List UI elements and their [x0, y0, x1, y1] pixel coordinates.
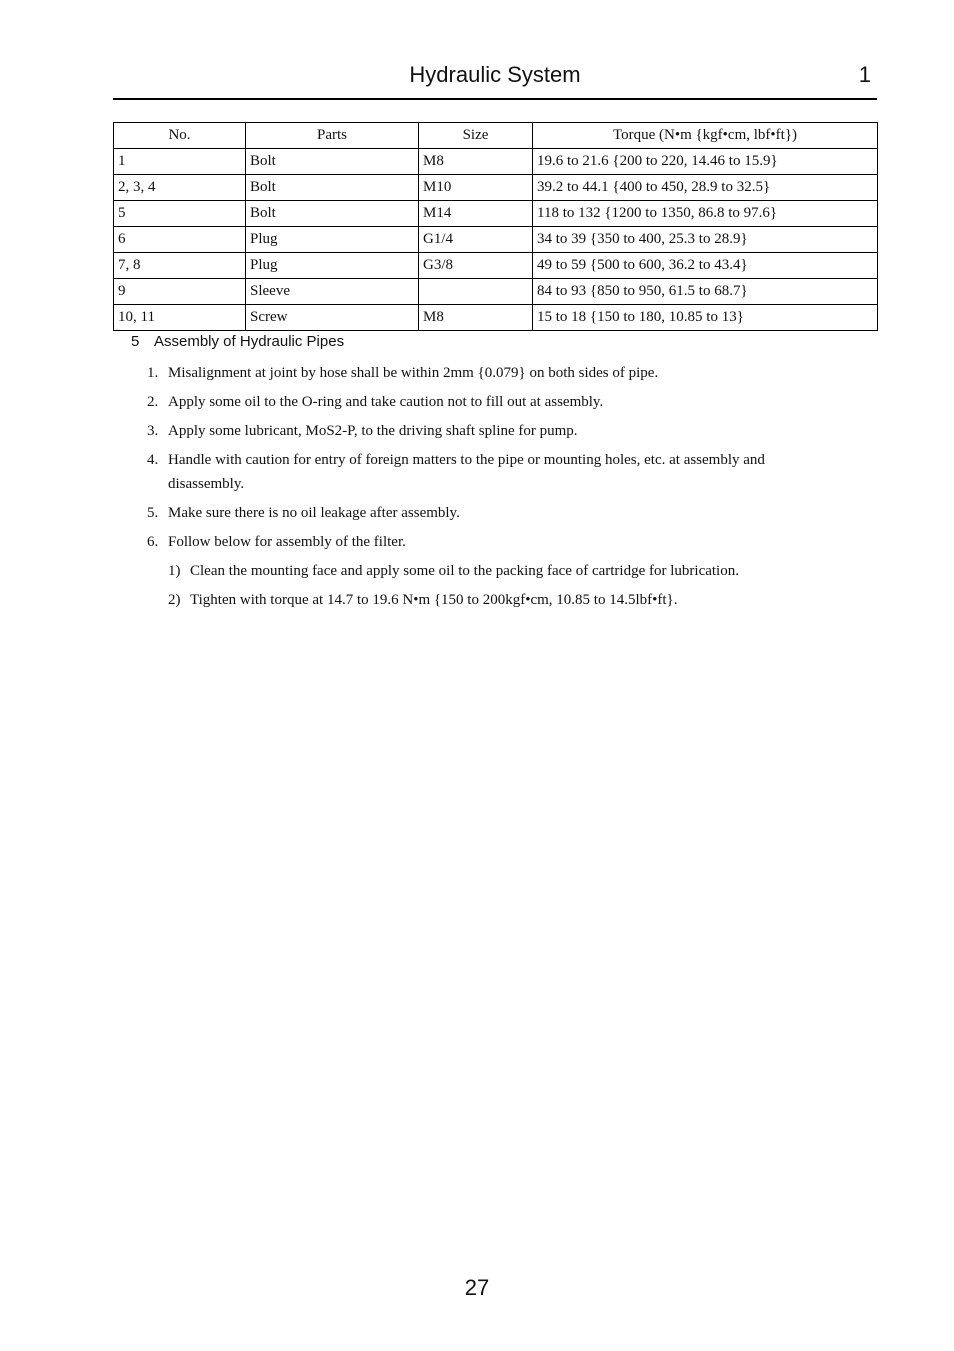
cell-size: G3/8: [419, 253, 533, 279]
column-header-no: No.: [114, 123, 246, 149]
substep-number: 2): [168, 592, 181, 608]
cell-torque: 15 to 18 {150 to 180, 10.85 to 13}: [533, 305, 878, 331]
cell-torque: 34 to 39 {350 to 400, 25.3 to 28.9}: [533, 227, 878, 253]
cell-size: G1/4: [419, 227, 533, 253]
header-title: Hydraulic System: [409, 62, 581, 87]
cell-torque: 39.2 to 44.1 {400 to 450, 28.9 to 32.5}: [533, 175, 878, 201]
cell-no: 9: [114, 279, 246, 305]
table-row: [114, 227, 878, 253]
step-text: Make sure there is no oil leakage after assembly.: [168, 505, 460, 521]
table-row: [114, 149, 878, 175]
step-number: 1.: [147, 365, 159, 381]
cell-size: M8: [419, 305, 533, 331]
table-row: [114, 253, 878, 279]
table-header-row: [114, 123, 878, 149]
table-row: [114, 175, 878, 201]
cell-parts: Bolt: [246, 149, 419, 175]
cell-parts: Plug: [246, 253, 419, 279]
step-number: 4.: [147, 452, 159, 468]
cell-size: M14: [419, 201, 533, 227]
cell-no: 2, 3, 4: [114, 175, 246, 201]
assembly-steps-list: [143, 361, 823, 617]
list-item: [143, 390, 823, 414]
column-header-torque: Torque (N•m {kgf•cm, lbf•ft}): [533, 123, 878, 149]
cell-size: M8: [419, 149, 533, 175]
page-header: [113, 58, 877, 100]
section-number: 5: [131, 333, 140, 350]
section-heading: [131, 333, 344, 350]
cell-no: 10, 11: [114, 305, 246, 331]
chapter-number: 1: [858, 62, 871, 87]
cell-parts: Sleeve: [246, 279, 419, 305]
cell-parts: Bolt: [246, 175, 419, 201]
step-text: Misalignment at joint by hose shall be within 2mm {0.079} on both sides of pipe.: [168, 365, 659, 381]
cell-torque: 84 to 93 {850 to 950, 61.5 to 68.7}: [533, 279, 878, 305]
substep-text: Tighten with torque at 14.7 to 19.6 N•m {150 to 200kgf•cm, 10.85 to 14.5lbf•ft}.: [190, 592, 678, 608]
list-item: [143, 361, 823, 385]
cell-no: 6: [114, 227, 246, 253]
substep-number: 1): [168, 563, 181, 579]
list-item: [168, 559, 823, 583]
column-header-size: Size: [419, 123, 533, 149]
step-number: 2.: [147, 394, 159, 410]
cell-parts: Screw: [246, 305, 419, 331]
filter-substeps-list: [168, 559, 823, 612]
list-item: [143, 530, 823, 612]
cell-torque: 19.6 to 21.6 {200 to 220, 14.46 to 15.9}: [533, 149, 878, 175]
cell-parts: Plug: [246, 227, 419, 253]
table-row: [114, 305, 878, 331]
cell-torque: 49 to 59 {500 to 600, 36.2 to 43.4}: [533, 253, 878, 279]
list-item: [143, 419, 823, 443]
cell-no: 7, 8: [114, 253, 246, 279]
substep-text: Clean the mounting face and apply some oil to the packing face of cartridge for lubrication.: [190, 563, 739, 579]
step-text: Handle with caution for entry of foreign matters to the pipe or mounting holes, etc. at assembly and disassembly.: [168, 452, 765, 492]
step-text: Follow below for assembly of the filter.: [168, 534, 406, 550]
page-number: 27: [464, 1275, 490, 1300]
step-text: Apply some lubricant, MoS2-P, to the driving shaft spline for pump.: [168, 423, 578, 439]
cell-torque: 118 to 132 {1200 to 1350, 86.8 to 97.6}: [533, 201, 878, 227]
torque-table: [113, 122, 878, 331]
step-number: 3.: [147, 423, 159, 439]
table-row: [114, 201, 878, 227]
table-row: [114, 279, 878, 305]
list-item: [168, 588, 823, 612]
list-item: [143, 501, 823, 525]
column-header-parts: Parts: [246, 123, 419, 149]
step-text: Apply some oil to the O-ring and take caution not to fill out at assembly.: [168, 394, 604, 410]
cell-size: [419, 279, 533, 305]
step-number: 6.: [147, 534, 159, 550]
step-number: 5.: [147, 505, 159, 521]
cell-no: 1: [114, 149, 246, 175]
section-title: Assembly of Hydraulic Pipes: [154, 333, 345, 350]
list-item: [143, 448, 823, 496]
cell-no: 5: [114, 201, 246, 227]
cell-size: M10: [419, 175, 533, 201]
cell-parts: Bolt: [246, 201, 419, 227]
